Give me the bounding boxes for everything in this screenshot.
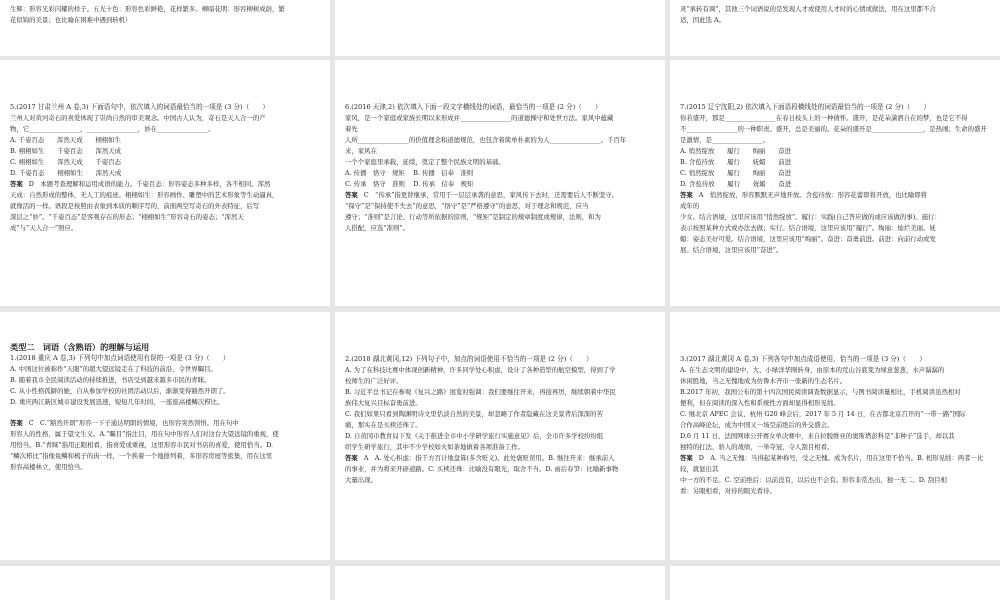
stem-line: 着先 — [345, 125, 358, 133]
page-tile-q7 — [670, 60, 1000, 306]
page-tile-q6 — [335, 60, 665, 306]
option-d: D. 传承 信奉 规矩 — [413, 180, 474, 188]
option-b: B. 含苞待放 履行 妩媚 前进 — [680, 158, 792, 166]
answer-text: A A. 处心积虑：指千方百计地盘算(多含贬义)。此处褒贬误用。B. 继往开来：继承前人 — [363, 454, 615, 462]
stem-line: 一个个家庭里承载、延续，奠定了整个民族文明的基础。 — [345, 158, 505, 166]
answer-line — [345, 453, 655, 464]
text-line: 花似锦的美景；也比喻在困难中遇到转机） — [10, 16, 132, 24]
options-row — [345, 179, 655, 190]
answer-label: 答案 — [345, 191, 358, 199]
answer-text: C C.“豁然开朗”形容一下子通达明朗的情境，也形容突然领悟。用在句中 — [28, 419, 239, 427]
option-d: D.6 月 11 日，法国网球公开赛女单决赛中，来自拉脱维亚的奥斯塔彭科是“非种子”选手，却以其 — [680, 432, 955, 440]
option-b: B. 传播 信奉 准则 — [413, 169, 474, 177]
stem-line: 不________________的一种职责。盛开，总是美丽的。花朵的盛开是________________，是热闹；生命的盛开 — [680, 125, 987, 133]
option-b: B. 习近平总书记在参观《复兴之路》展览时强调：我们要继往开来，再接再厉，继续朝着中华民 — [345, 388, 616, 396]
explanation-line: 遵守；“准则”是言论、行动等所依据的原则，“规矩”是制定的规章制度或规律，法则，和为 — [345, 213, 601, 221]
explanation-line: 的事业，并为将来开辟道路。C. 买椟还珠：比喻没有眼光，取舍不当。D. 雨后春笋：比喻新事物 — [345, 465, 619, 473]
question-header: 6.(2016 天津,2) 依次填入下面一段文字横线处的词语，最恰当的一项是 (2 分)（ ） — [345, 103, 602, 111]
page-tile-r4c1 — [0, 566, 330, 600]
answer-label: 答案 — [680, 191, 693, 199]
option-a-cont: 休闲胜地，当之无愧地成为仿鲁木齐市一张新的生态名片。 — [680, 377, 847, 385]
option-b-cont: 族伟大复兴目标奋勇前进。 — [345, 399, 422, 407]
answer-label: 答案 — [10, 180, 23, 188]
option-d-cont: 独特的打法，骄人的战绩，一举夺冠，令人刮目相看。 — [680, 443, 834, 451]
option-d: D. 重庆两江新区城市建设发展迅速，短短几年时间，一座座高楼鳞次栉比。 — [10, 398, 224, 406]
option-c: C. 继北京 APEC 会议、杭州 G20 峰会后，2017 年 5 月 14 日，在古都北京召开的“一带一路”国际 — [680, 410, 966, 418]
explanation-line: 大量出现。 — [345, 476, 377, 484]
explanation-line: 成年的 — [680, 202, 700, 210]
explanation-line: 用恰当。B.“青睐”指用正眼相看，指喜爱或重视，这里形容市民对书店的喜爱，使用恰当。D. — [10, 441, 274, 449]
option-a: A. 为了在科技比赛中体现创新精神，许多同学处心积虑，设计了各种造型的航空模型，得到了学 — [345, 366, 616, 374]
option-a: A. 千姿百态 浑然天成 栩栩如生 — [10, 136, 121, 144]
option-c: C. 栩栩如生 浑然天成 千姿百态 — [10, 158, 121, 166]
option-c-cont: 痛，那实在是买椟还珠了。 — [345, 421, 422, 429]
explanation-line: 成”与“天人合一”照应。 — [10, 224, 78, 232]
page-tile-q3 — [670, 312, 1000, 560]
page-tile-q5 — [0, 60, 330, 306]
option-b: B. 随着我市全民阅读活动的持续推进，书店受到越来越多市民的青睐。 — [10, 376, 211, 384]
explanation-line: 天成：自然形成的整体，无人工的痕迹。栩栩如生：形容画作、雕塑中的艺术形象等生动逼真， — [10, 191, 279, 199]
option-a: A. 悄然绽放 履行 绚丽 奋进 — [680, 147, 791, 155]
option-a: A. 在生态文明的建设中，大、小绿洋华刚转身，由原本的荒山谷底变为绿意葱葱，水声潺潺的 — [680, 366, 945, 374]
explanation-line: 形容人的性格，属于望文生义。A.“瞩目”指注目，用在句中形容人们对这台大望远镜的重视，使 — [10, 430, 279, 438]
page-tile-r1c1 — [0, 0, 330, 56]
section-title: 类型二 词语（含熟语）的理解与运用 — [10, 342, 150, 352]
page-tile-r1c3 — [670, 0, 1000, 56]
option-b-cont: 便利，但在阅读的深入性和系统性方面却显得相形见绌。 — [680, 399, 840, 407]
page-tile-q2 — [335, 312, 665, 560]
answer-text: D 本题考查理解和运用成语的能力。千姿百态：形容姿态多种多样，各不相同。浑然 — [28, 180, 271, 188]
option-a: A. 传播 恪守 规矩 — [345, 169, 405, 177]
question-header: 1.(2018 重庆 A 卷,3) 下列句中加点词语使用有误的一项是 (3 分)（ ） — [10, 354, 230, 362]
explanation-line: 表示按照某种方式或办法去做；实行。结合语境，这里应该用“履行”。绚丽：灿烂美丽。妩 — [680, 224, 936, 232]
stem-line: 你若盛开，那是________________在春日枝头上的一种倩怀。盛开，是花朵潇洒自在的梦，也是它不得 — [680, 114, 968, 122]
option-d: D. 含苞待放 履行 妩媚 奋进 — [680, 180, 792, 188]
stem-line: 兰州人对黄河奇石的喜爱体现了崇尚自然的审美观念。中国古人认为，奇石是天人合一的产 — [10, 114, 266, 122]
option-c: C. 我们如果只看到陶渊明诗文里恬淡自然的美景，却忽略了作者隐藏在这美景背后深深的苦 — [345, 410, 603, 418]
page-tile-r4c3 — [670, 566, 1000, 600]
option-b: B.2017 年初，我国公布的第十四次国民阅读调查数据显示，与图书阅读量相比，手机阅读虽然相对 — [680, 388, 961, 396]
answer-text: C “传承”指更替继承，常用于一层层承袭的意思，家风传下去时，还需要后人不断坚守。 — [363, 191, 619, 199]
answer-line — [10, 418, 320, 429]
page-tile-r4c2 — [335, 566, 665, 600]
page-tile-section2 — [0, 312, 330, 560]
explanation-line: 少女。结合语境，这里应该用“悄然绽放”。履行：实践(自己答应做的或应该做的事)。施行： — [680, 213, 941, 221]
answer-label: 答案 — [680, 454, 693, 462]
options-row — [345, 168, 655, 179]
option-a-cont: 校师生的广泛好评。 — [345, 377, 403, 385]
answer-label: 答案 — [345, 454, 358, 462]
question-header: 5.(2017 甘肃兰州 A 卷,3) 下面语句中，依次填入的词语最恰当的一项是 (3 分)（ ） — [10, 103, 269, 111]
answer-line — [345, 190, 655, 201]
option-d: D. 千姿百态 栩栩如生 浑然天成 — [10, 169, 122, 177]
question-header: 3.(2017 湖北黄冈 A 卷,3) 下列各句中加点成语使用，恰当的一项是 (3 分)（ ） — [680, 355, 926, 363]
text-line: 生辉：形容光彩闪耀的样子。五光十色：形容色彩鲜艳，花样繁多。柳暗花明：形容柳树成荫，繁 — [10, 5, 285, 13]
text-line: 灵“承转有调”，其他三个词语说的是发现人才或使用人才时的心情或做法，用在这里都不合 — [680, 5, 936, 13]
answer-label: 答案 — [10, 419, 23, 427]
option-c: C. 从小性格孤僻的她，自从参加学校的社团活动以后，渐渐变得豁然开朗了。 — [10, 387, 230, 395]
option-a: A. 中国这位被称作“天眼”的超大望远镜走在了科技的前沿，令世界瞩目。 — [10, 365, 217, 373]
explanation-line: 展。结合语境，这里应该用“奋进”。 — [680, 246, 783, 254]
stem-line: 人所________________的价值理念和道德规范，也包含着简单朴素的为人________________。千百年 — [345, 136, 627, 144]
stem-line: 物，它________________，________________，妙在________________。 — [10, 125, 215, 133]
explanation-line: 媚：姿态美好可爱。结合语境，这里应该用“绚丽”。奋进：奋勇前进。前进：向前行动或发 — [680, 235, 936, 243]
stem-line: 来，家风在 — [345, 147, 377, 155]
answer-line — [10, 179, 320, 190]
explanation-line: 人搭配，应选“准则”。 — [345, 224, 410, 232]
answer-text: D A. 当之无愧：当得起某种称号，受之无愧。成为名片，用在这里不恰当。B. 相形见绌：两者一比较，就显出其 — [680, 454, 984, 473]
explanation-line: “鳞次栉比”指像鱼鳞和梳子的齿一样，一个挨着一个地排列着，多形容房屋等密集，用在这里 — [10, 452, 273, 460]
option-c: C. 悄然绽放 履行 绚丽 奋进 — [680, 169, 791, 177]
explanation-line: 看：另眼相看，对待的眼光看待。 — [680, 487, 776, 495]
option-c: C. 传承 恪守 准则 — [345, 180, 405, 188]
explanation-line: 就像活的一样。语段是按照由表象到本质的顺序写的，前面两空写奇石的外表特征，后写 — [10, 202, 260, 210]
question-header: 2.(2018 湖北黄冈,12) 下列句子中，加点的词语使用不恰当的一项是 (2 分)（ ） — [345, 355, 593, 363]
explanation-line: “保守”是“保持使不失去”的意思，“恪守”是“严格遵守”的意思，对于理念和规范，应当 — [345, 202, 589, 210]
answer-line — [680, 190, 990, 201]
stem-line: 家风，是一个家庭或家族长期以来形成并________________的道德操守和处世方法。家风中蕴藏 — [345, 114, 614, 122]
option-d: D. 自黄冈市教育局下发《关于推进全市中小学研学旅行实施意见》后，全市许多学校纷纷组 — [345, 432, 604, 440]
explanation-line: 形容高楼林立，使用恰当。 — [10, 463, 87, 471]
answer-text: A 悄然绽放，形容默默无声地开放。含苞待放：形容花蕾即将开放，也比喻即将 — [698, 191, 928, 199]
option-d-cont: 织学生研学旅行，其中不少学校如火如荼地做着各项准备工作。 — [345, 443, 524, 451]
page-tile-r1c2 — [335, 0, 665, 56]
option-c-cont: 合作高峰论坛，成为中国又一场空前绝后的外交盛会。 — [680, 421, 834, 429]
question-header: 7.(2015 辽宁沈阳,2) 依次填入下面语段横线处的词语最恰当的一项是 (2 分)（ ） — [680, 103, 931, 111]
explanation-line: 深层之“妙”。“千姿百态”是客观存在的形态；“栩栩如生”形容奇石的姿态；“浑然天 — [10, 213, 244, 221]
option-b: B. 栩栩如生 千姿百态 浑然天成 — [10, 147, 122, 155]
text-line: 适，因此选 A。 — [680, 16, 725, 24]
stem-line: 是激情，是________________。 — [680, 136, 770, 144]
answer-line — [680, 453, 990, 475]
explanation-line: 中一方的不足。C. 空前绝后：以前没有，以后也不会有。形容非常杰出，独一无二。D. 刮目相 — [680, 476, 947, 484]
